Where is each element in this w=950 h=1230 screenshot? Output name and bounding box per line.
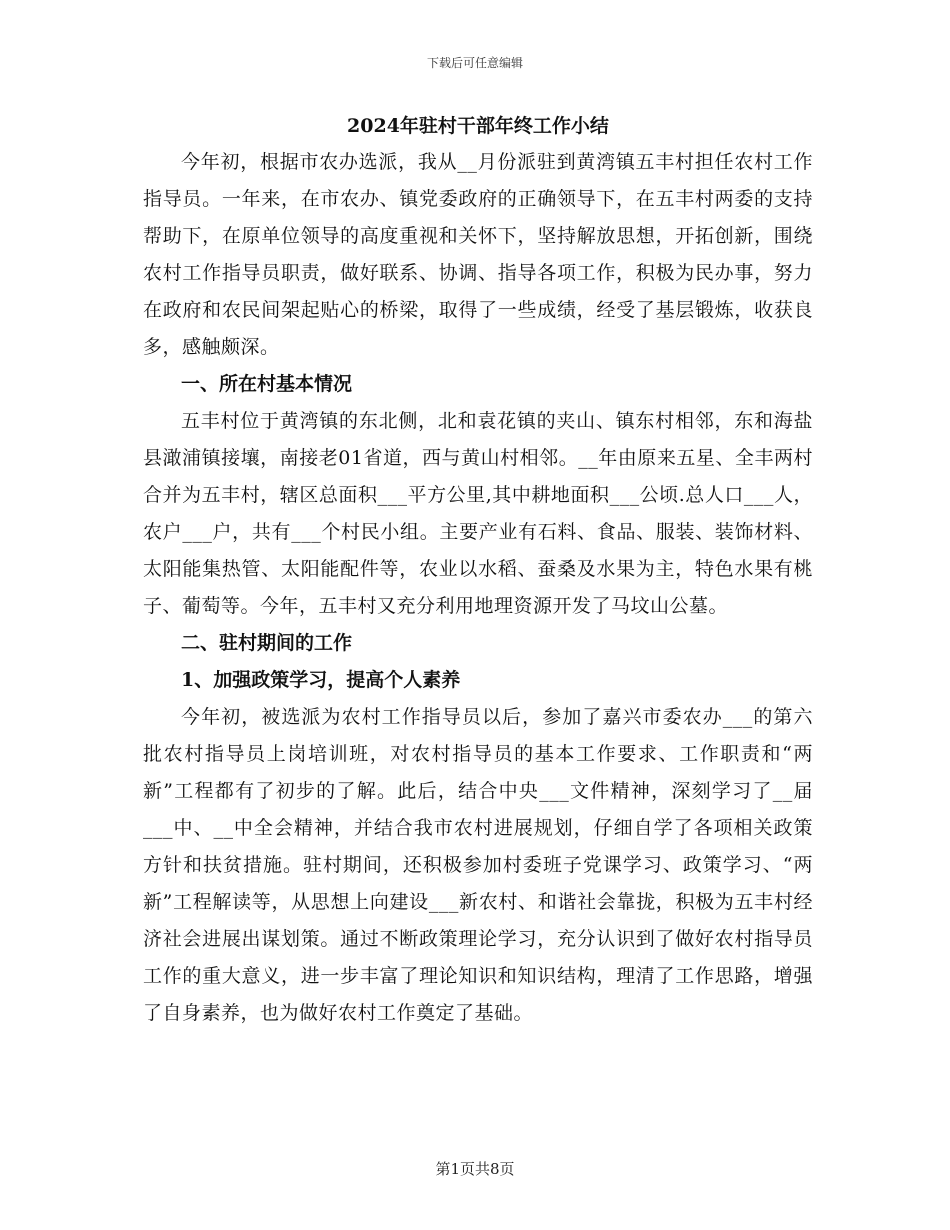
subsection-heading-1: 1、加强政策学习，提高个人素养 xyxy=(181,669,461,691)
paragraph-village-info: 五丰村位于黄湾镇的东北侧，北和袁花镇的夹山、镇东村相邻，东和海盐县澉浦镇接壤，南接老01省道，西与黄山村相邻。__年由原来五星、全丰两村合并为五丰村，辖区总面积___平方公里,其中耕地面积___公顷.总人口___人，农户___户，共有___个村民小组。主要产业有石料、食品、服装、装饰材料、太阳能集热管、太阳能配件等，农业以水稻、蚕桑及水果为主，特色水果有桃子、葡萄等。今年，五丰村又充分利用地理资源开发了马坟山公墓。 xyxy=(143,410,813,617)
section-heading-1: 一、所在村基本情况 xyxy=(181,373,353,395)
document-title: 2024年驻村干部年终工作小结 xyxy=(347,115,609,137)
document-body xyxy=(143,108,813,1032)
page-footer-number: 第1页共8页 xyxy=(435,1160,515,1178)
paragraph-intro: 今年初，根据市农办选派，我从__月份派驻到黄湾镇五丰村担任农村工作指导员。一年来，在市农办、镇党委政府的正确领导下，在五丰村两委的支持帮助下，在原单位领导的高度重视和关怀下，坚持解放思想，开拓创新，围绕农村工作指导员职责，做好联系、协调、指导各项工作，积极为民办事，努力在政府和农民间架起贴心的桥梁，取得了一些成绩，经受了基层锻炼，收获良多，感触颇深。 xyxy=(143,151,813,358)
paragraph-policy-study: 今年初，被选派为农村工作指导员以后，参加了嘉兴市委农办___的第六批农村指导员上岗培训班，对农村指导员的基本工作要求、工作职责和“两新”工程都有了初步的了解。此后，结合中央___文件精神，深刻学习了__届___中、__中全会精神，并结合我市农村进展规划，仔细自学了各项相关政策方针和扶贫措施。驻村期间，还积极参加村委班子党课学习、政策学习、“两新”工程解读等，从思想上向建设___新农村、和谐社会靠拢，积极为五丰村经济社会进展出谋划策。通过不断政策理论学习，充分认识到了做好农村指导员工作的重大意义，进一步丰富了理论知识和知识结构，理清了工作思路，增强了自身素养，也为做好农村工作奠定了基础。 xyxy=(143,706,813,1024)
section-heading-2: 二、驻村期间的工作 xyxy=(181,632,353,654)
page-header-note: 下载后可任意编辑 xyxy=(426,56,523,70)
